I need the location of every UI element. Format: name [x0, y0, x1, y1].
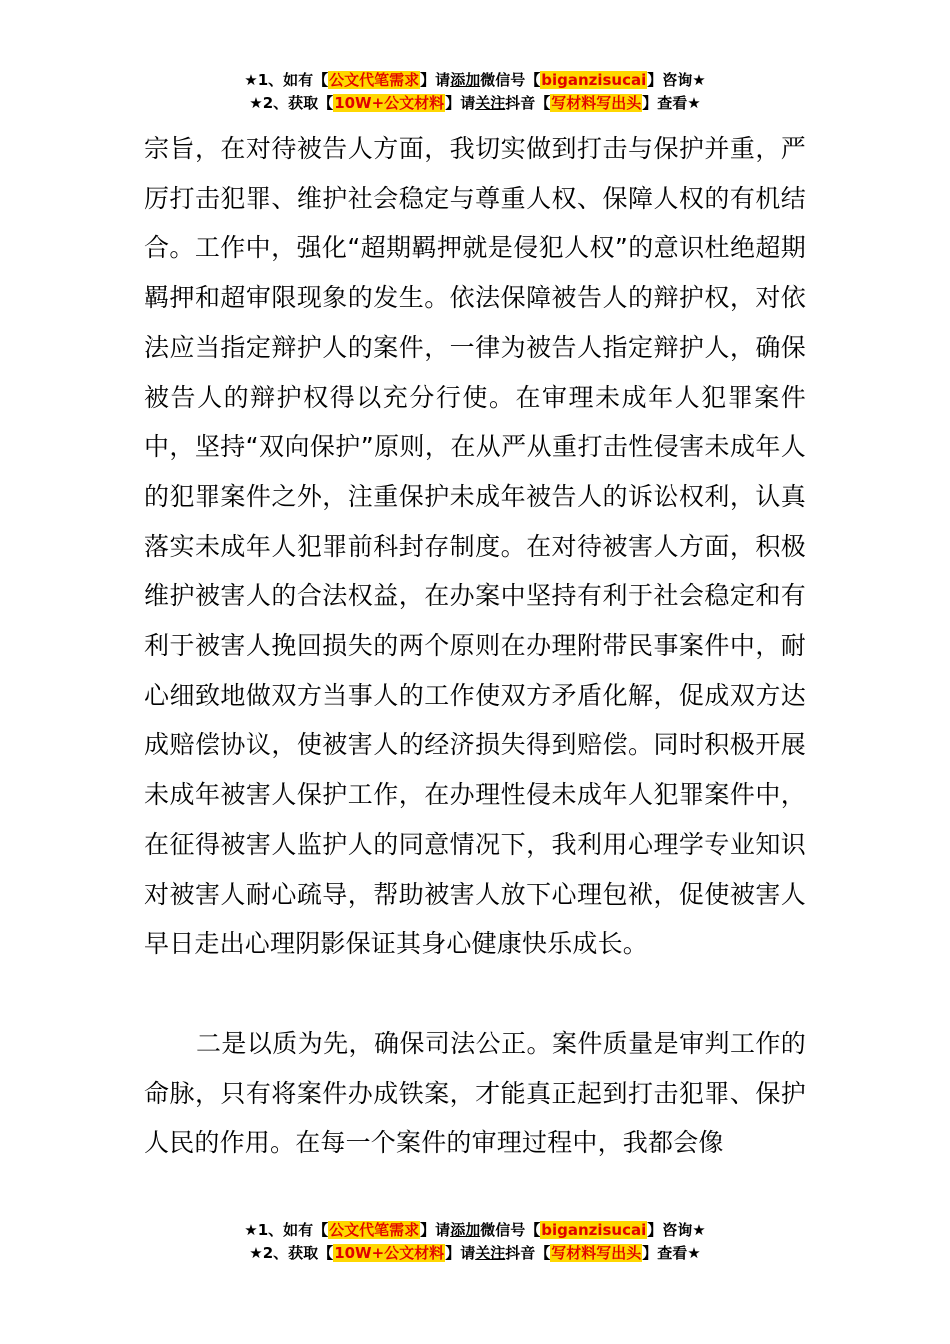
footer-line-1-middle: 】请 — [420, 1221, 451, 1239]
footer-line-2-middle: 】请 — [445, 1244, 476, 1262]
header-banner — [0, 69, 950, 115]
document-body — [144, 124, 806, 1168]
header-line-1-highlight-wechat: biganzisucai — [541, 71, 647, 89]
header-line-1-suffix: 】咨询★ — [647, 71, 706, 89]
footer-line-2 — [0, 1242, 950, 1265]
header-line-2 — [0, 92, 950, 115]
footer-line-1 — [0, 1219, 950, 1242]
footer-line-1-prefix: ★1、如有【 — [244, 1221, 329, 1239]
footer-line-2-middle-2: 抖音【 — [505, 1244, 551, 1262]
paragraph-gap — [144, 969, 806, 1019]
footer-line-2-suffix: 】查看★ — [642, 1244, 701, 1262]
header-line-2-highlight-materials: 10W+公文材料 — [334, 94, 445, 112]
header-line-1-middle-2: 微信号【 — [480, 71, 541, 89]
footer-line-1-highlight-wechat: biganzisucai — [541, 1221, 647, 1239]
header-line-2-prefix: ★2、获取【 — [249, 94, 334, 112]
header-line-1-emphasis: 添加 — [450, 71, 481, 89]
footer-line-2-prefix: ★2、获取【 — [249, 1244, 334, 1262]
header-line-2-suffix: 】查看★ — [642, 94, 701, 112]
header-line-2-highlight-douyin: 写材料写出头 — [551, 94, 642, 112]
paragraph-quality-first: 二是以质为先，确保司法公正。案件质量是审判工作的命脉，只有将案件办成铁案，才能真正起到打击犯罪、保护人民的作用。在每一个案件的审理过程中，我都会像 — [144, 1028, 806, 1158]
header-line-1-prefix: ★1、如有【 — [244, 71, 329, 89]
footer-line-1-emphasis: 添加 — [450, 1221, 481, 1239]
header-line-2-emphasis: 关注 — [475, 94, 506, 112]
header-line-1-middle: 】请 — [420, 71, 451, 89]
footer-line-1-suffix: 】咨询★ — [647, 1221, 706, 1239]
footer-line-2-highlight-materials: 10W+公文材料 — [334, 1244, 445, 1262]
header-line-1 — [0, 69, 950, 92]
footer-line-2-emphasis: 关注 — [475, 1244, 506, 1262]
header-line-2-middle: 】请 — [445, 94, 476, 112]
header-line-1-highlight-service: 公文代笔需求 — [329, 71, 420, 89]
footer-banner — [0, 1219, 950, 1265]
footer-line-2-highlight-douyin: 写材料写出头 — [551, 1244, 642, 1262]
footer-line-1-middle-2: 微信号【 — [480, 1221, 541, 1239]
paragraph-continuation: 宗旨，在对待被告人方面，我切实做到打击与保护并重，严厉打击犯罪、维护社会稳定与尊重人权、保障人权的有机结合。工作中，强化“超期羁押就是侵犯人权”的意识杜绝超期羁押和超审限现象的发生。依法保障被告人的辩护权，对依法应当指定辩护人的案件，一律为被告人指定辩护人，确保被告人的辩护权得以充分行使。在审理未成年人犯罪案件中，坚持“双向保护”原则，在从严从重打击性侵害未成年人的犯罪案件之外，注重保护未成年被告人的诉讼权利，认真落实未成年人犯罪前科封存制度。在对待被害人方面，积极维护被害人的合法权益，在办案中坚持有利于社会稳定和有利于被害人挽回损失的两个原则在办理附带民事案件中，耐心细致地做双方当事人的工作使双方矛盾化解，促成双方达成赔偿协议，使被害人的经济损失得到赔偿。同时积极开展未成年被害人保护工作，在办理性侵未成年人犯罪案件中，在征得被害人监护人的同意情况下，我利用心理学专业知识对被害人耐心疏导，帮助被害人放下心理包袱，促使被害人早日走出心理阴影保证其身心健康快乐成长。 — [144, 134, 806, 959]
header-line-2-middle-2: 抖音【 — [505, 94, 551, 112]
footer-line-1-highlight-service: 公文代笔需求 — [329, 1221, 420, 1239]
